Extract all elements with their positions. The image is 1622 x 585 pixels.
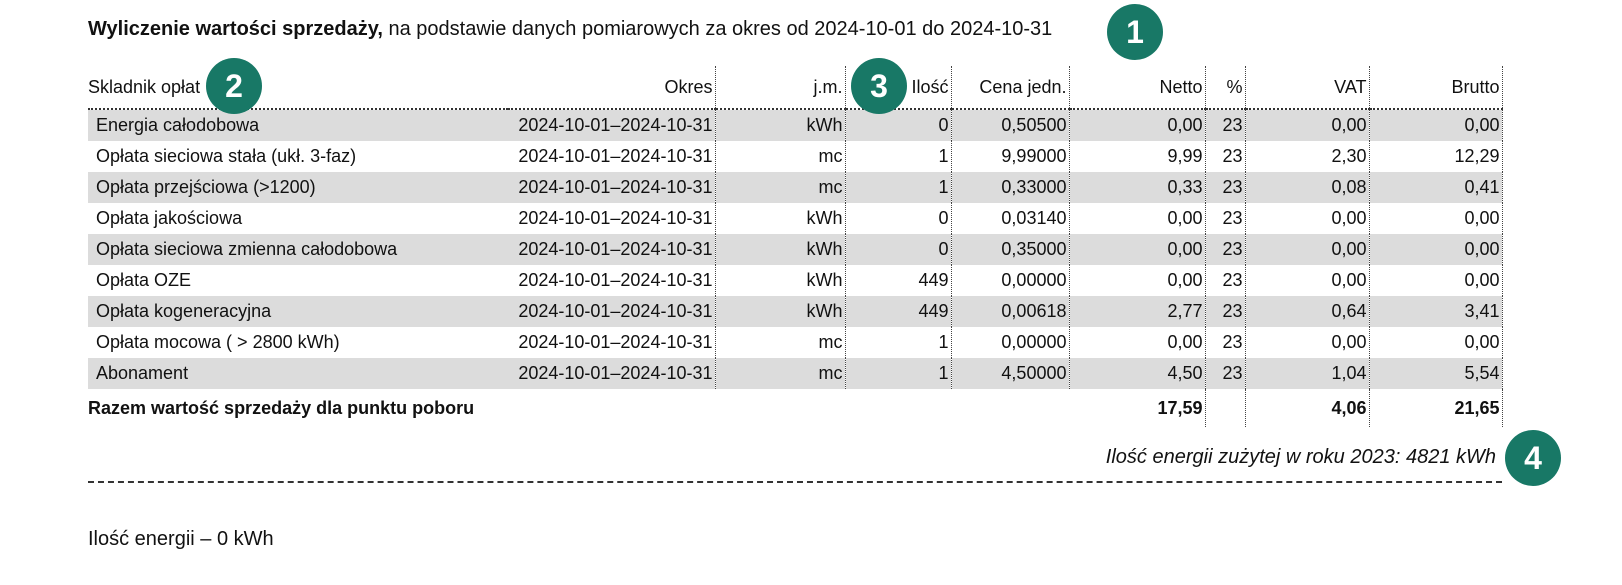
header-gross: Brutto (1369, 66, 1502, 109)
header-quantity: Ilość (845, 66, 951, 109)
yearly-consumption-note: Ilość energii zużytej w roku 2023: 4821 kWh (1105, 446, 1496, 468)
cell-unit-price: 0,00000 (951, 265, 1069, 296)
cell-vat: 0,64 (1245, 296, 1369, 327)
cell-gross: 0,00 (1369, 327, 1502, 358)
table-row (88, 109, 1502, 141)
cell-period: 2024-10-01–2024-10-31 (508, 234, 715, 265)
cell-component: Abonament (88, 358, 508, 389)
table-row (88, 358, 1502, 389)
cell-percent: 23 (1205, 265, 1245, 296)
cell-gross: 0,41 (1369, 172, 1502, 203)
title-rest: na podstawie danych pomiarowych za okres od 2024-10-01 do 2024-10-31 (382, 18, 1053, 40)
cell-percent: 23 (1205, 358, 1245, 389)
cell-component: Opłata sieciowa stała (ukł. 3-faz) (96, 146, 357, 166)
cell-unit: kWh (715, 234, 845, 265)
cell-vat: 0,00 (1245, 265, 1369, 296)
header-vat: VAT (1245, 66, 1369, 109)
total-percent-empty (1205, 389, 1245, 427)
cell-vat: 0,08 (1245, 172, 1369, 203)
header-component: Skladnik opłat (88, 66, 508, 109)
charges-table (88, 66, 1503, 427)
cell-period: 2024-10-01–2024-10-31 (508, 296, 715, 327)
cell-gross: 0,00 (1369, 203, 1502, 234)
header-unit: j.m. (715, 66, 845, 109)
cell-vat: 0,00 (1245, 234, 1369, 265)
cell-percent: 23 (1205, 172, 1245, 203)
cell-unit-price: 0,03140 (951, 203, 1069, 234)
cell-gross: 0,00 (1369, 234, 1502, 265)
cell-gross: 3,41 (1369, 296, 1502, 327)
cell-quantity: 1 (845, 327, 951, 358)
cell-unit-price: 0,00000 (951, 327, 1069, 358)
cell-net: 0,00 (1069, 109, 1205, 141)
header-period: Okres (508, 66, 715, 109)
cell-component: Opłata jakościowa (96, 208, 243, 228)
cell-unit: mc (715, 172, 845, 203)
cell-quantity: 449 (845, 265, 951, 296)
cell-unit: mc (715, 141, 845, 172)
cell-unit: mc (715, 327, 845, 358)
cell-vat: 2,30 (1245, 141, 1369, 172)
cell-net: 4,50 (1069, 358, 1205, 389)
cell-net: 9,99 (1069, 141, 1205, 172)
cell-quantity: 1 (845, 358, 951, 389)
cell-percent: 23 (1205, 203, 1245, 234)
total-gross: 21,65 (1369, 389, 1502, 427)
cell-quantity: 0 (845, 109, 951, 141)
cell-unit-price: 9,99000 (951, 141, 1069, 172)
cell-vat: 0,00 (1245, 327, 1369, 358)
energy-amount: Ilość energii – 0 kWh (88, 528, 274, 550)
cell-period: 2024-10-01–2024-10-31 (508, 109, 715, 141)
table-row (88, 327, 1502, 358)
cell-unit-price: 0,50500 (951, 109, 1069, 141)
cell-component: Opłata mocowa ( > 2800 kWh) (96, 332, 340, 352)
cell-gross: 12,29 (1369, 141, 1502, 172)
cell-period: 2024-10-01–2024-10-31 (508, 358, 715, 389)
cell-period: 2024-10-01–2024-10-31 (508, 203, 715, 234)
cell-net: 0,00 (1069, 203, 1205, 234)
cell-unit: kWh (715, 109, 845, 141)
cell-quantity: 1 (845, 172, 951, 203)
table-row (88, 203, 1502, 234)
cell-vat: 0,00 (1245, 109, 1369, 141)
header-percent: % (1205, 66, 1245, 109)
cell-period: 2024-10-01–2024-10-31 (508, 141, 715, 172)
cell-net: 0,00 (1069, 234, 1205, 265)
cell-unit: kWh (715, 265, 845, 296)
cell-percent: 23 (1205, 141, 1245, 172)
badge-2: 2 (206, 58, 262, 114)
badge-4: 4 (1505, 430, 1561, 486)
cell-vat: 1,04 (1245, 358, 1369, 389)
header-unit-price: Cena jedn. (951, 66, 1069, 109)
cell-quantity: 449 (845, 296, 951, 327)
page-title (88, 18, 1052, 41)
cell-quantity: 0 (845, 234, 951, 265)
cell-unit-price: 0,00618 (951, 296, 1069, 327)
table-row (88, 234, 1502, 265)
title-bold: Wyliczenie wartości sprzedaży, (88, 18, 383, 40)
cell-gross: 5,54 (1369, 358, 1502, 389)
table-row (88, 141, 1502, 172)
cell-unit: kWh (715, 203, 845, 234)
cell-unit-price: 0,33000 (951, 172, 1069, 203)
cell-period: 2024-10-01–2024-10-31 (508, 265, 715, 296)
table-row (88, 172, 1502, 203)
cell-quantity: 1 (845, 141, 951, 172)
cell-component: Opłata kogeneracyjna (88, 296, 508, 327)
header-net: Netto (1069, 66, 1205, 109)
cell-percent: 23 (1205, 296, 1245, 327)
badge-3: 3 (851, 58, 907, 114)
table-row (88, 296, 1502, 327)
cell-component: Energia całodobowa (88, 109, 508, 141)
cell-component: Opłata przejściowa (>1200) (88, 172, 508, 203)
total-row (88, 389, 1502, 427)
cell-gross: 0,00 (1369, 265, 1502, 296)
cell-unit: kWh (715, 296, 845, 327)
cell-period: 2024-10-01–2024-10-31 (508, 327, 715, 358)
cell-unit-price: 0,35000 (951, 234, 1069, 265)
cell-quantity: 0 (845, 203, 951, 234)
cell-percent: 23 (1205, 109, 1245, 141)
cell-percent: 23 (1205, 234, 1245, 265)
total-net: 17,59 (1069, 389, 1205, 427)
cell-net: 0,33 (1069, 172, 1205, 203)
badge-1: 1 (1107, 4, 1163, 60)
table-header-row (88, 66, 1502, 109)
cell-unit: mc (715, 358, 845, 389)
cell-period: 2024-10-01–2024-10-31 (508, 172, 715, 203)
cell-gross: 0,00 (1369, 109, 1502, 141)
cell-net: 0,00 (1069, 327, 1205, 358)
dashed-divider (88, 481, 1502, 483)
cell-net: 2,77 (1069, 296, 1205, 327)
cell-component: Opłata sieciowa zmienna całodobowa (88, 234, 508, 265)
cell-component: Opłata OZE (96, 270, 192, 290)
cell-vat: 0,00 (1245, 203, 1369, 234)
cell-net: 0,00 (1069, 265, 1205, 296)
total-vat: 4,06 (1245, 389, 1369, 427)
cell-percent: 23 (1205, 327, 1245, 358)
table-row (88, 265, 1502, 296)
total-label: Razem wartość sprzedaży dla punktu poboru (88, 389, 1069, 427)
cell-unit-price: 4,50000 (951, 358, 1069, 389)
